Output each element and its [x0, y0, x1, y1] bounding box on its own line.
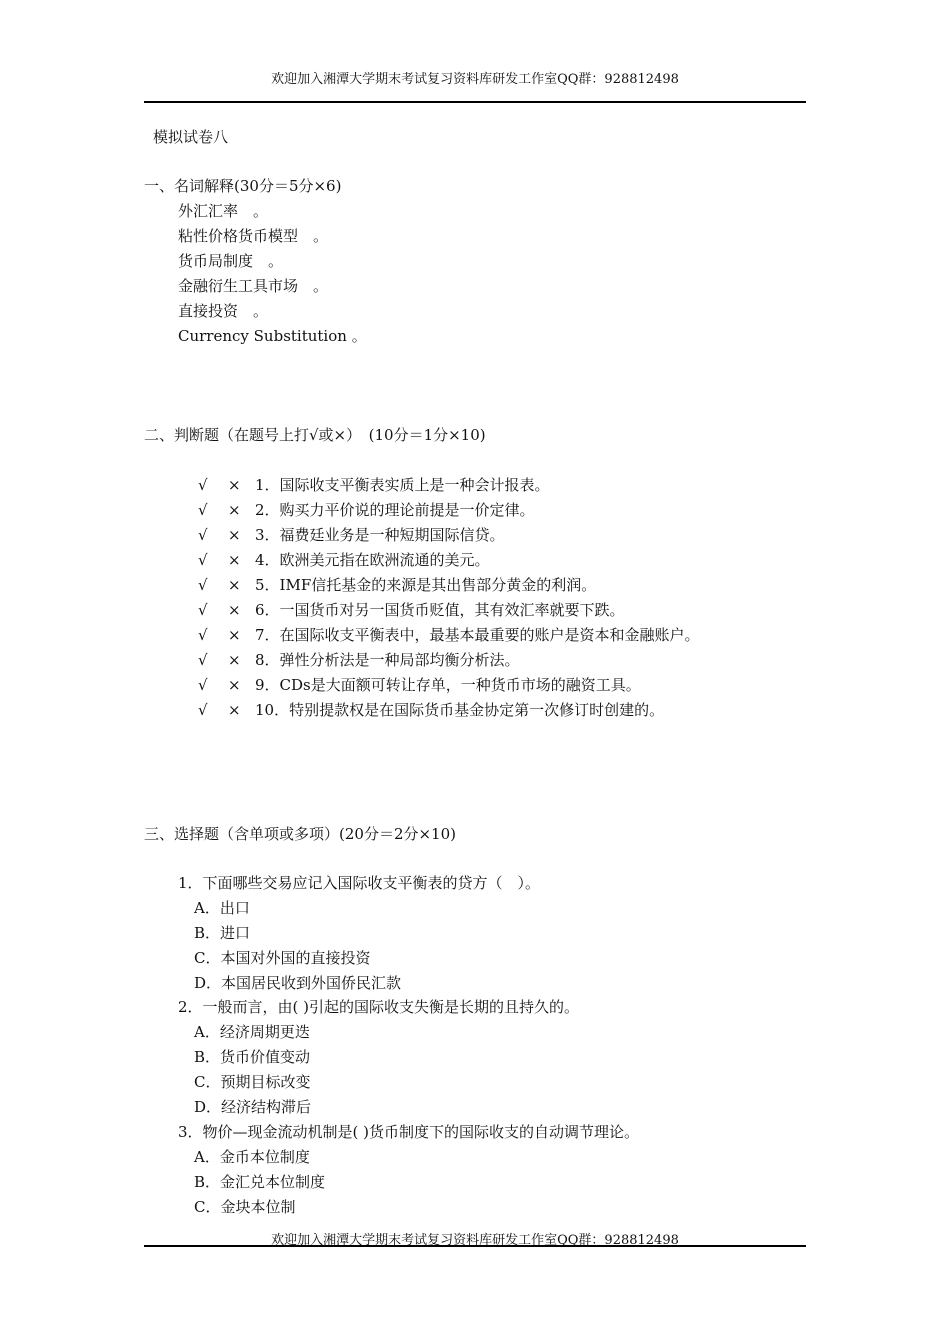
term-item: Currency Substitution 。 [178, 327, 367, 345]
cross-mark[interactable]: × [228, 526, 241, 544]
option-item: D．经济结构滞后 [194, 1098, 312, 1116]
option-item: B．货币价值变动 [194, 1048, 311, 1066]
cross-mark[interactable]: × [228, 651, 241, 669]
check-mark[interactable]: √ [198, 676, 208, 694]
check-mark[interactable]: √ [198, 701, 208, 719]
page-footer: 欢迎加入湘潭大学期末考试复习资料库研发工作室QQ群：928812498 [271, 1233, 679, 1248]
check-mark[interactable]: √ [198, 626, 208, 644]
judgement-item: 10．特别提款权是在国际货币基金协定第一次修订时创建的。 [255, 701, 665, 719]
judgement-item: 9．CDs是大面额可转让存单，一种货币市场的融资工具。 [255, 676, 641, 694]
option-item: A．金币本位制度 [194, 1148, 310, 1166]
section2-heading: 二、判断题（在题号上打√或×） (10分＝1分×10) [144, 426, 486, 444]
judgement-item: 1．国际收支平衡表实质上是一种会计报表。 [255, 476, 550, 494]
option-item: C．金块本位制 [194, 1198, 296, 1216]
cross-mark[interactable]: × [228, 501, 241, 519]
check-mark[interactable]: √ [198, 476, 208, 494]
option-item: C．本国对外国的直接投资 [194, 949, 371, 967]
section3-heading: 三、选择题（含单项或多项）(20分＝2分×10) [144, 825, 456, 843]
term-item: 粘性价格货币模型 。 [178, 227, 329, 245]
cross-mark[interactable]: × [228, 476, 241, 494]
check-mark[interactable]: √ [198, 551, 208, 569]
check-mark[interactable]: √ [198, 651, 208, 669]
judgement-item: 6．一国货币对另一国货币贬值，其有效汇率就要下跌。 [255, 601, 625, 619]
check-mark[interactable]: √ [198, 576, 208, 594]
check-mark[interactable]: √ [198, 601, 208, 619]
check-mark[interactable]: √ [198, 501, 208, 519]
judgement-item: 3．福费廷业务是一种短期国际信贷。 [255, 526, 505, 544]
cross-mark[interactable]: × [228, 576, 241, 594]
option-item: C．预期目标改变 [194, 1073, 311, 1091]
header-rule [144, 101, 806, 103]
page-header: 欢迎加入湘潭大学期末考试复习资料库研发工作室QQ群：928812498 [271, 72, 679, 87]
cross-mark[interactable]: × [228, 551, 241, 569]
question-text: 3．物价—现金流动机制是( )货币制度下的国际收支的自动调节理论。 [178, 1123, 640, 1141]
term-item: 直接投资 。 [178, 302, 269, 320]
cross-mark[interactable]: × [228, 701, 241, 719]
question-text: 2．一般而言，由( )引起的国际收支失衡是长期的且持久的。 [178, 998, 580, 1016]
term-item: 货币局制度 。 [178, 252, 284, 270]
judgement-item: 7．在国际收支平衡表中，最基本最重要的账户是资本和金融账户。 [255, 626, 700, 644]
cross-mark[interactable]: × [228, 626, 241, 644]
judgement-item: 5．IMF信托基金的来源是其出售部分黄金的利润。 [255, 576, 597, 594]
term-item: 外汇汇率 。 [178, 202, 269, 220]
option-item: A．经济周期更迭 [194, 1023, 310, 1041]
option-item: A．出口 [194, 899, 250, 917]
judgement-item: 4．欧洲美元指在欧洲流通的美元。 [255, 551, 490, 569]
judgement-item: 8．弹性分析法是一种局部均衡分析法。 [255, 651, 520, 669]
question-text: 1．下面哪些交易应记入国际收支平衡表的贷方（ ）。 [178, 874, 541, 892]
option-item: D．本国居民收到外国侨民汇款 [194, 974, 402, 992]
cross-mark[interactable]: × [228, 676, 241, 694]
footer-rule [144, 1245, 806, 1247]
doc-title: 模拟试卷八 [153, 128, 229, 146]
check-mark[interactable]: √ [198, 526, 208, 544]
cross-mark[interactable]: × [228, 601, 241, 619]
option-item: B．进口 [194, 924, 251, 942]
judgement-item: 2．购买力平价说的理论前提是一价定律。 [255, 501, 535, 519]
section1-heading: 一、名词解释(30分＝5分×6) [144, 177, 342, 195]
term-item: 金融衍生工具市场 。 [178, 277, 329, 295]
option-item: B．金汇兑本位制度 [194, 1173, 326, 1191]
